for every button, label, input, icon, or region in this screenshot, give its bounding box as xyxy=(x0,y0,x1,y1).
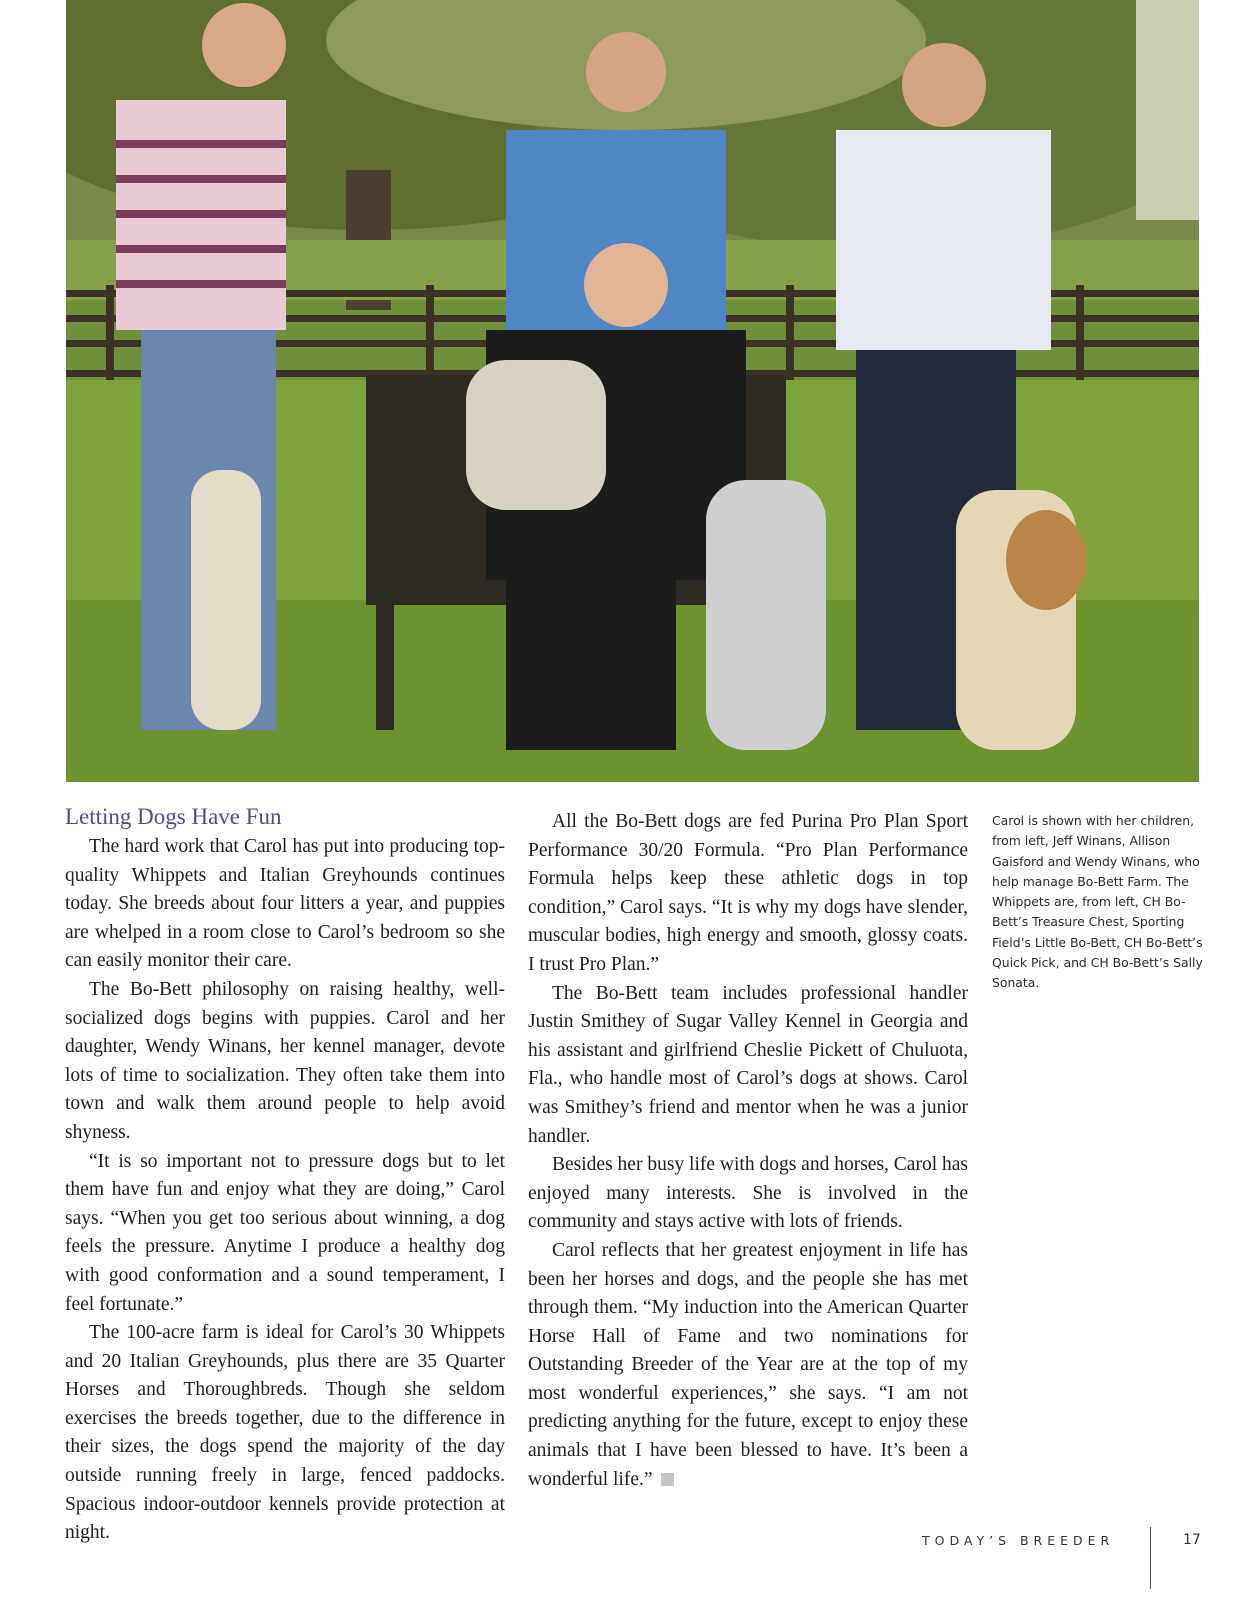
paragraph: The hard work that Carol has put into producing top-quality Whippets and Italian Greyhounds continues today. She breeds about four litters a year, and puppies are whelped in a room close to Carol’s bedroom so she can easily monitor their care. xyxy=(65,836,505,972)
group-photo-icon xyxy=(66,0,1199,782)
paragraph-text: Carol reflects that her greatest enjoyment in life has been her horses and dogs, and the people she has met through them. “My induction into the American Quarter Horse Hall of Fame and two nominations for Outstanding Breeder of the Year are at the top of my most wonderful experiences,” she says. “I am not predicting anything for the future, except to enjoy these animals that I have been blessed to have. It’s been a wonderful life.” xyxy=(528,1239,968,1490)
article-column-2 xyxy=(528,808,968,1494)
photo-caption: Carol is shown with her children, from left, Jeff Winans, Allison Gaisford and Wendy Winans, who help manage Bo-Bett Farm. The Whippets are, from left, CH Bo-Bett’s Treasure Chest, Sporting Field’s Little Bo-Bett, CH Bo-Bett’s Quick Pick, and CH Bo-Bett’s Sally Sonata. xyxy=(992,813,1203,991)
paragraph: The Bo-Bett team includes professional handler Justin Smithey of Sugar Valley Kennel in Georgia and his assistant and girlfriend Cheslie Pickett of Chuluota, Fla., who handle most of Carol’s dogs at shows. Carol was Smithey’s friend and mentor when he was a junior handler. xyxy=(528,982,968,1147)
page-footer xyxy=(900,1533,1200,1573)
publication-name: TODAY’S BREEDER xyxy=(922,1533,1115,1548)
group-photo xyxy=(66,0,1199,782)
paragraph: “It is so important not to pressure dogs but to let them have fun and enjoy what they are doing,” Carol says. “When you get too serious about winning, a dog feels the pressure. Anytime I produce a healthy dog with good conformation and a sound temperament, I feel fortunate.” xyxy=(65,1150,505,1315)
paragraph: Besides her busy life with dogs and horses, Carol has enjoyed many interests. She is involved in the community and stays active with lots of friends. xyxy=(528,1154,968,1233)
end-mark-icon xyxy=(661,1473,674,1486)
paragraph: The 100-acre farm is ideal for Carol’s 30 Whippets and 20 Italian Greyhounds, plus there are 35 Quarter Horses and Thoroughbreds. Though she seldom exercises the breeds together, due to the difference in their sizes, the dogs spend the majority of the day outside running freely in large, fenced paddocks. Spacious indoor-outdoor kennels provide protection at night. xyxy=(65,1322,505,1544)
footer-divider xyxy=(1150,1527,1151,1589)
page-number: 17 xyxy=(1183,1532,1201,1548)
paragraph: All the Bo-Bett dogs are fed Purina Pro Plan Sport Performance 30/20 Formula. “Pro Plan Performance Formula helps keep these athletic dogs in top condition,” Carol says. “It is why my dogs have slender, muscular bodies, high energy and smooth, glossy coats. I trust Pro Plan.” xyxy=(528,811,968,975)
section-heading: Letting Dogs Have Fun xyxy=(65,804,282,829)
paragraph-final xyxy=(528,1237,968,1494)
article-column-1 xyxy=(65,802,505,1548)
paragraph: The Bo-Bett philosophy on raising healthy, well-socialized dogs begins with puppies. Carol and her daughter, Wendy Winans, her kennel manager, devote lots of time to socialization. They often take them into town and walk them around people to help avoid shyness. xyxy=(65,978,505,1143)
